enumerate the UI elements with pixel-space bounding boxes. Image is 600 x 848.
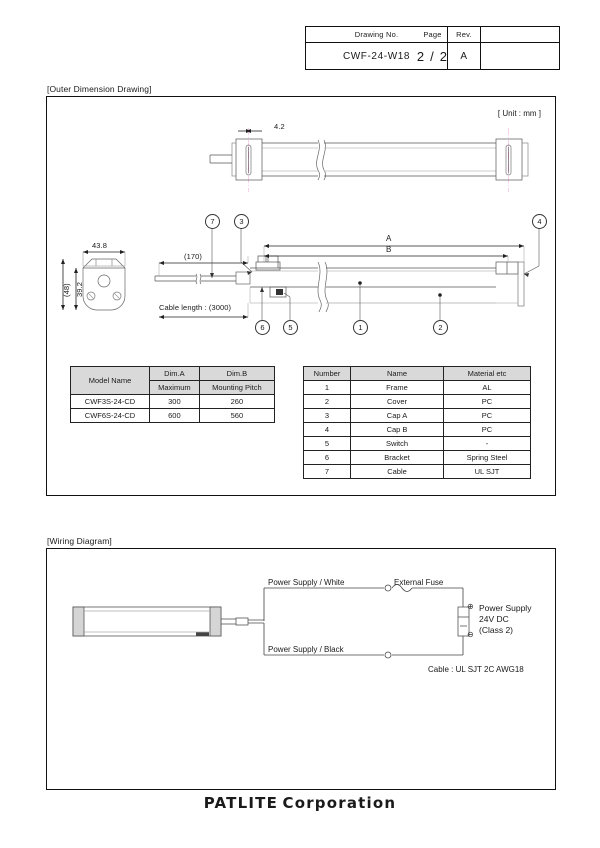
- power-supply-spec-line2: 24V DC: [479, 614, 509, 624]
- parts-number-cell: 6: [304, 451, 351, 465]
- parts-name-cell: Switch: [351, 437, 444, 451]
- power-supply-black-label: Power Supply / Black: [268, 645, 344, 654]
- outer-dimension-caption: [Outer Dimension Drawing]: [47, 84, 152, 94]
- parts-number-cell: 4: [304, 423, 351, 437]
- dim-a-header: Dim.A: [150, 367, 200, 381]
- parts-number-cell: 5: [304, 437, 351, 451]
- parts-name-cell: Frame: [351, 381, 444, 395]
- model-dim-a-cell: 300: [150, 395, 200, 409]
- external-fuse-label: External Fuse: [394, 578, 444, 587]
- parts-material-header: Material etc: [444, 367, 531, 381]
- positive-terminal-icon: ⊕: [467, 602, 474, 611]
- parts-material-cell: PC: [444, 423, 531, 437]
- parts-name-header: Name: [351, 367, 444, 381]
- parts-number-cell: 1: [304, 381, 351, 395]
- parts-number-cell: 2: [304, 395, 351, 409]
- dim-cable-length: Cable length : (3000): [159, 303, 232, 312]
- parts-name-cell: Bracket: [351, 451, 444, 465]
- parts-material-cell: -: [444, 437, 531, 451]
- dim-end-height-overall: (48): [62, 283, 71, 297]
- dim-b-subheader: Mounting Pitch: [199, 381, 274, 395]
- callout-6: 6: [255, 320, 270, 335]
- power-supply-spec-line1: Power Supply: [479, 603, 532, 613]
- model-dim-b-cell: 260: [199, 395, 274, 409]
- footer-corporation: Corporation: [282, 794, 397, 812]
- dim-end-width: 43.8: [92, 241, 107, 250]
- dim-bracket-offset: (170): [184, 252, 203, 261]
- parts-name-cell: Cap B: [351, 423, 444, 437]
- parts-name-cell: Cap A: [351, 409, 444, 423]
- rev-header: Rev.: [448, 27, 480, 43]
- callout-2: 2: [433, 320, 448, 335]
- rev-value: A: [460, 50, 468, 62]
- callout-5: 5: [283, 320, 298, 335]
- page-header: Page: [306, 27, 559, 43]
- parts-material-cell: PC: [444, 395, 531, 409]
- parts-material-cell: PC: [444, 409, 531, 423]
- power-supply-spec-line3: (Class 2): [479, 625, 514, 635]
- dim-a-label: A: [386, 234, 392, 243]
- wiring-diagram-caption: [Wiring Diagram]: [47, 536, 112, 546]
- callout-4: 4: [532, 214, 547, 229]
- power-supply-white-label: Power Supply / White: [268, 578, 345, 587]
- parts-number-cell: 3: [304, 409, 351, 423]
- model-name-cell: CWF6S-24-CD: [71, 409, 150, 423]
- drawing-no-header: Drawing No.: [306, 27, 447, 43]
- page-value: 2 / 2: [416, 48, 449, 64]
- negative-terminal-icon: ⊖: [467, 630, 474, 639]
- dim-b-header: Dim.B: [199, 367, 274, 381]
- callout-1: 1: [353, 320, 368, 335]
- dim-a-subheader: Maximum: [150, 381, 200, 395]
- model-dim-b-cell: 560: [199, 409, 274, 423]
- cable-spec-label: Cable : UL SJT 2C AWG18: [428, 665, 524, 674]
- model-name-cell: CWF3S-24-CD: [71, 395, 150, 409]
- model-dim-a-cell: 600: [150, 409, 200, 423]
- parts-material-cell: Spring Steel: [444, 451, 531, 465]
- drawing-no-value: CWF-24-W18: [342, 50, 411, 62]
- patlite-logo: PATLITE: [203, 794, 279, 812]
- unit-label: [ Unit : mm ]: [497, 109, 541, 118]
- power-supply-spec: [479, 603, 531, 636]
- footer: [0, 794, 600, 813]
- dim-b-label: B: [386, 245, 392, 254]
- parts-material-cell: UL SJT: [444, 465, 531, 479]
- parts-name-cell: Cable: [351, 465, 444, 479]
- parts-name-cell: Cover: [351, 395, 444, 409]
- callout-3: 3: [234, 214, 249, 229]
- parts-material-cell: AL: [444, 381, 531, 395]
- parts-number-cell: 7: [304, 465, 351, 479]
- parts-number-header: Number: [304, 367, 351, 381]
- dim-slot-width: 4.2: [274, 122, 285, 131]
- callout-7: 7: [205, 214, 220, 229]
- model-name-header: Model Name: [71, 367, 150, 395]
- dim-end-height-inner: 39.2: [75, 282, 84, 297]
